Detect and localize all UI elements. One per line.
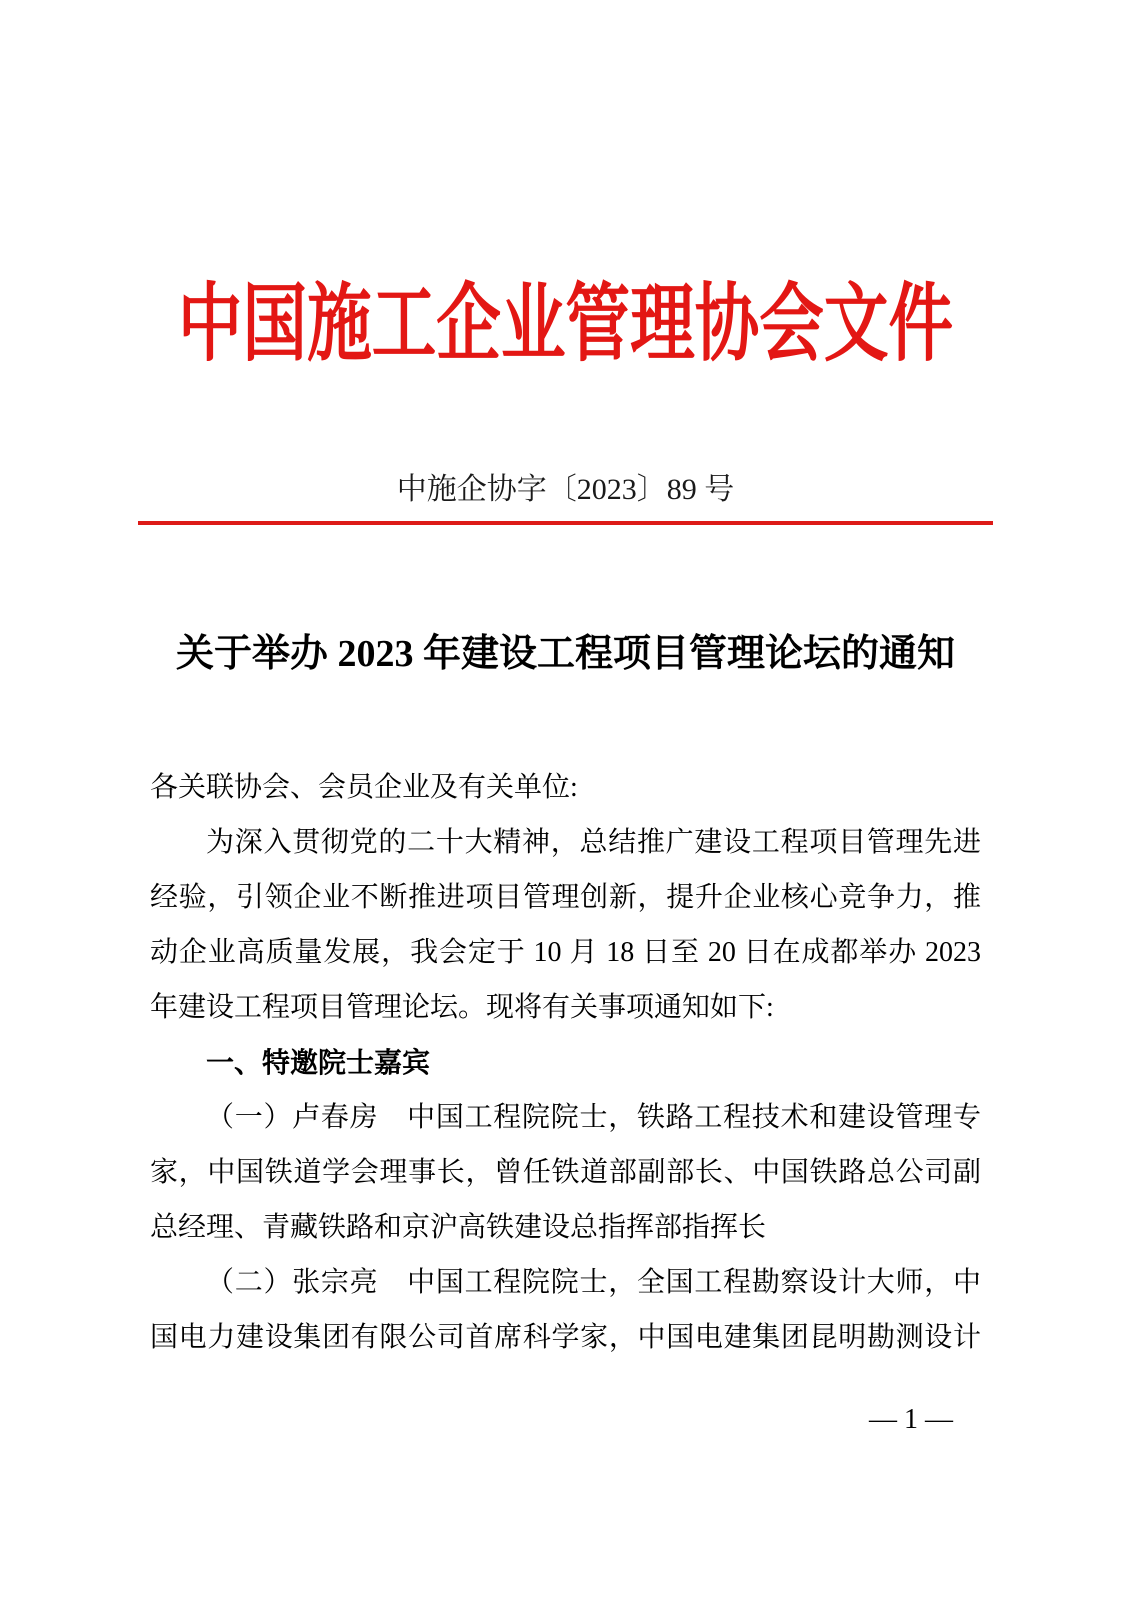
notice-title: 关于举办 2023 年建设工程项目管理论坛的通知	[175, 633, 955, 675]
notice-body	[150, 760, 981, 1365]
body-line: 各关联协会、会员企业及有关单位:	[150, 772, 578, 803]
body-line: （一）卢春房 中国工程院院士，铁路工程技术和建设管理专	[206, 1102, 981, 1133]
body-line: 为深入贯彻党的二十大精神，总结推广建设工程项目管理先进	[206, 827, 981, 858]
body-line: 经验，引领企业不断推进项目管理创新，提升企业核心竞争力，推	[150, 882, 981, 913]
body-line: 年建设工程项目管理论坛。现将有关事项通知如下:	[150, 992, 774, 1023]
page-number: — 1 —	[869, 1404, 953, 1435]
body-line: 家，中国铁道学会理事长，曾任铁道部副部长、中国铁路总公司副	[150, 1157, 981, 1188]
red-letterhead-title: 中国施工企业管理协会文件	[177, 278, 954, 372]
document-number: 中施企协字〔2023〕89 号	[396, 473, 735, 506]
body-line: 总经理、青藏铁路和京沪高铁建设总指挥部指挥长	[150, 1212, 767, 1243]
section-heading: 一、特邀院士嘉宾	[206, 1047, 431, 1078]
body-line: 动企业高质量发展，我会定于 10 月 18 日至 20 日在成都举办 2023	[150, 937, 981, 968]
body-line: 国电力建设集团有限公司首席科学家，中国电建集团昆明勘测设计	[150, 1322, 981, 1353]
body-line: （二）张宗亮 中国工程院院士，全国工程勘察设计大师，中	[206, 1267, 981, 1298]
red-divider-rule	[138, 521, 993, 525]
